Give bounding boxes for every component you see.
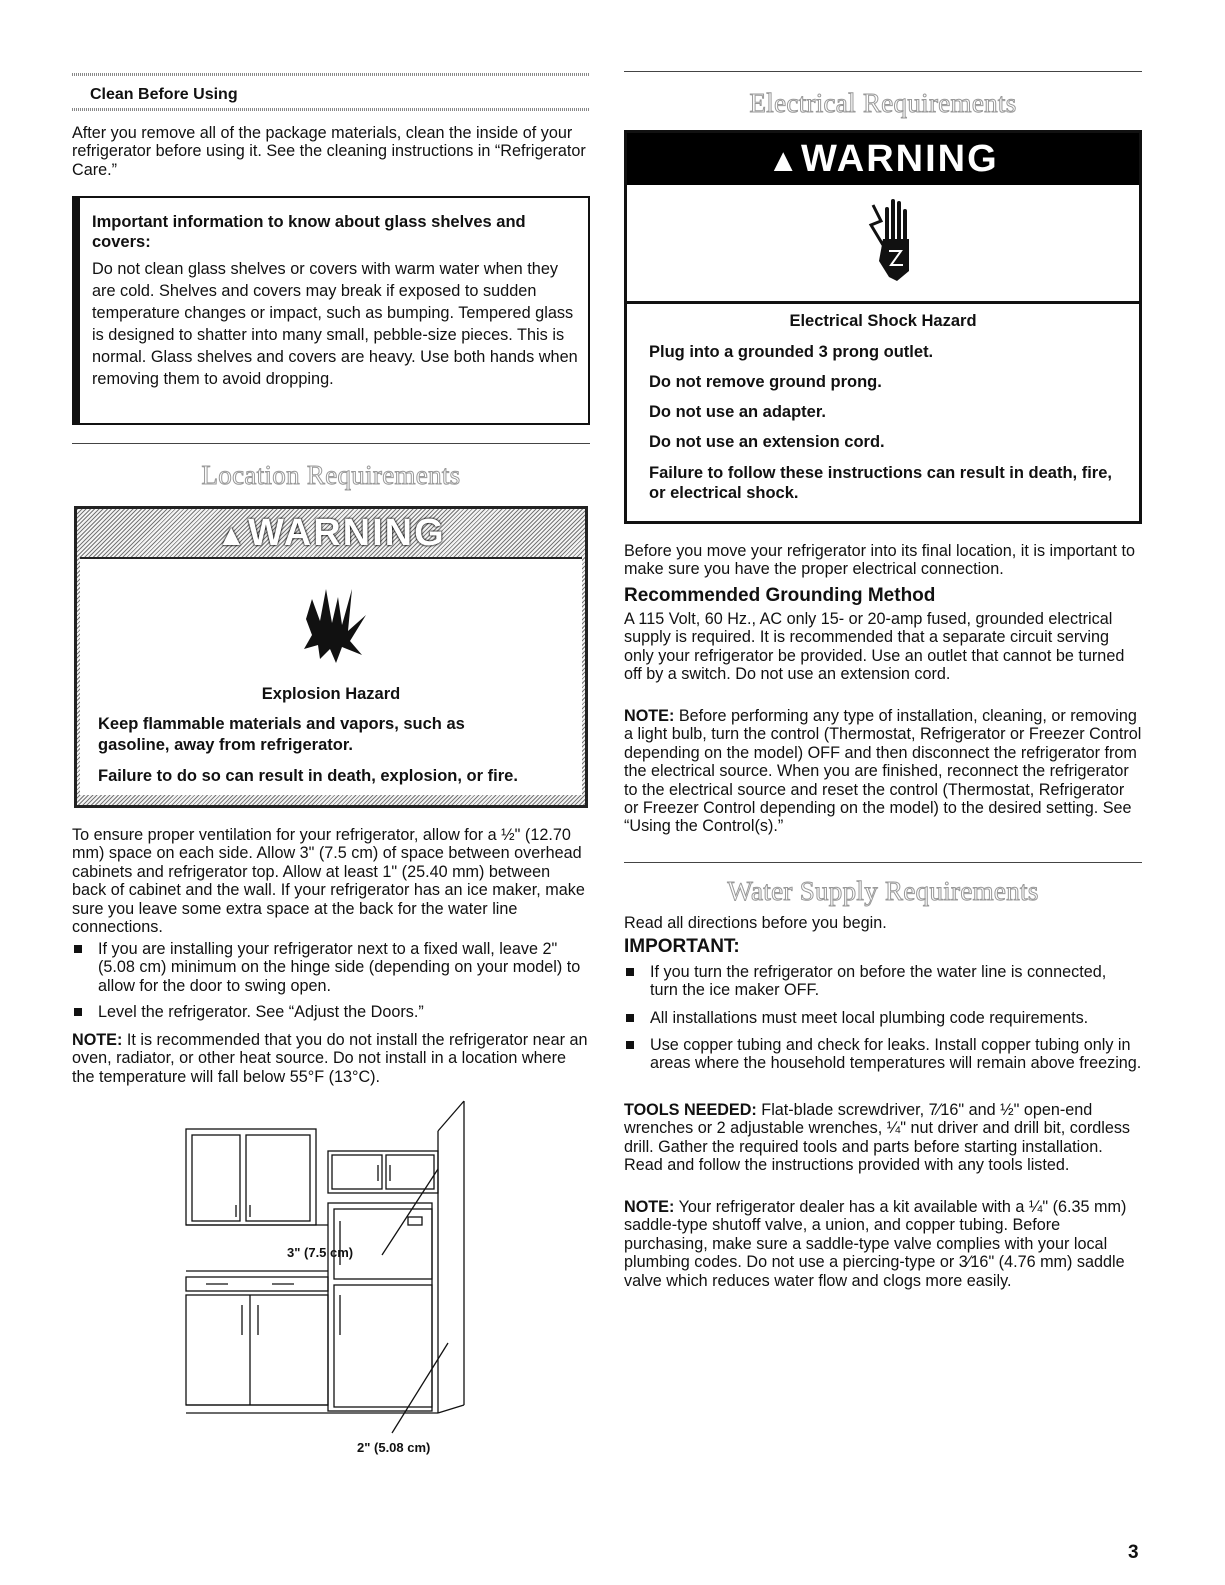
water-title: Water Supply Requirements [727,876,1039,906]
water-bullet-1: If you turn the refrigerator on before the water line is connected, turn the ice maker OFF. [624,963,1120,1000]
clean-text: After you remove all of the package materials, clean the inside of your refrigerator before using it. See the cleaning instructions in “Refrigerator Care.” [72,124,586,179]
top-clearance-label: 3" (7.5 cm) [287,1245,354,1260]
top-rule [72,73,590,76]
glass-info-title: Important information to know about glass shelves and covers: [92,213,526,251]
shock-line-4: Do not use an extension cord. [649,433,885,451]
location-title: Location Requirements [201,460,461,490]
shock-hand-icon [627,185,1139,301]
grounding-title: Recommended Grounding Method [624,585,936,606]
warning-triangle-icon: ▲ [216,519,249,552]
water-rule [624,862,1142,863]
water-note: NOTE: Your refrigerator dealer has a kit available with a ¼" (6.35 mm) saddle-type shutoff valve, a union, and copper tubing. Before purchasing, make sure a saddle-type valve complies with your local plumbing codes. Do not use a piercing-type or 3⁄16" (4.76 mm) saddle valve which reduces water flow and clogs more easily. [624,1198,1127,1290]
glass-info-box [72,196,590,425]
grounding-text: A 115 Volt, 60 Hz., AC only 15- or 20-amp fused, grounded electrical supply is required. It is recommended that a separate circuit serving only your refrigerator be provided. Use an outlet that cannot be turned off by a switch. Do not use an extension cord. [624,610,1125,684]
explosion-icon-area [80,557,582,673]
explosion-icon [80,559,588,671]
water-intro: Read all directions before you begin. [624,914,887,932]
water-important: IMPORTANT: [624,936,740,957]
warning-label: ▲WARNING [216,512,446,554]
clean-title: Clean Before Using [90,86,238,103]
side-clearance-label: 2" (5.08 cm) [357,1440,431,1455]
water-bullet-2: All installations must meet local plumbing code requirements. [624,1009,1168,1027]
shock-line-5: Failure to follow these instructions can result in death, fire, or electrical shock. [649,464,1112,502]
location-bullet-2: Level the refrigerator. See “Adjust the Doors.” [72,1003,588,1021]
electrical-warning-box [624,130,1142,524]
warning-triangle-icon: ▲ [767,142,801,178]
page-number: 3 [1128,1542,1139,1563]
clearance-figure [182,1095,492,1465]
shock-hazard-title: Electrical Shock Hazard [789,312,977,330]
explosion-line-2: Failure to do so can result in death, explosion, or fire. [98,767,518,785]
location-note: NOTE: It is recommended that you do not install the refrigerator near an oven, radiator, or other heat source. Do not install in a location where the temperature will fall below 55°F (13°C). [72,1031,588,1086]
electrical-rule [624,71,1142,72]
shock-icon-area [627,185,1139,304]
tools-needed: TOOLS NEEDED: Flat-blade screwdriver, 7⁄16" and ½" open-end wrenches or 2 adjustable wrenches, ¼" nut driver and drill bit, cordless drill. Gather the required tools and parts before starting installation. Read and follow the instructions provided with any tools listed. [624,1101,1131,1175]
electrical-title: Electrical Requirements [749,88,1017,118]
shock-text-area [627,304,1139,503]
shock-line-2: Do not remove ground prong. [649,373,882,391]
location-bullet-1: If you are installing your refrigerator next to a fixed wall, leave 2" (5.08 cm) minimum on the hinge side (depending on your model) to allow for the door to swing open. [72,940,588,995]
clean-rule [72,108,590,111]
warning-label: ▲WARNING [627,133,1139,185]
explosion-text-area [80,671,582,795]
location-intro: To ensure proper ventilation for your refrigerator, allow for a ½" (12.70 mm) space on each side. Allow 3" (7.5 cm) of space between overhead cabinets and refrigerator top. Allow at least 1" (25.40 mm) between back of cabinet and the wall. If your refrigerator has an ice maker, make sure you leave some extra space at the back for the water line connections. [72,826,585,937]
explosion-warning-box [74,506,588,808]
electrical-note: NOTE: Before performing any type of installation, cleaning, or removing a light bulb, turn the control (Thermostat, Refrigerator or Freezer Control depending on the model) OFF and then disconnect the refrigerator from the electrical source. When you are finished, reconnect the refrigerator to the electrical source and reset the control (Thermostat, Refrigerator or Freezer Control depending on the model) to the desired setting. See “Using the Control(s).” [624,707,1142,836]
water-bullet-3: Use copper tubing and check for leaks. Install copper tubing only in areas where the household temperatures will remain above freezing. [624,1036,1160,1073]
shock-line-1: Plug into a grounded 3 prong outlet. [649,343,934,361]
location-rule [72,443,590,444]
explosion-hazard-title: Explosion Hazard [261,685,401,703]
electrical-intro: Before you move your refrigerator into its final location, it is important to make sure you have the proper electrical connection. [624,542,1136,579]
glass-info-text: Do not clean glass shelves or covers with warm water when they are cold. Shelves and covers may break if exposed to sudden temperature changes or impact, such as bumping. Tempered glass is designed to shatter into many small, pebble-size pieces. This is normal. Glass shelves and covers are heavy. Use both hands when removing them to avoid dropping. [92,260,578,388]
explosion-line-1: Keep flammable materials and vapors, such as gasoline, away from refrigerator. [98,715,465,754]
shock-line-3: Do not use an adapter. [649,403,826,421]
